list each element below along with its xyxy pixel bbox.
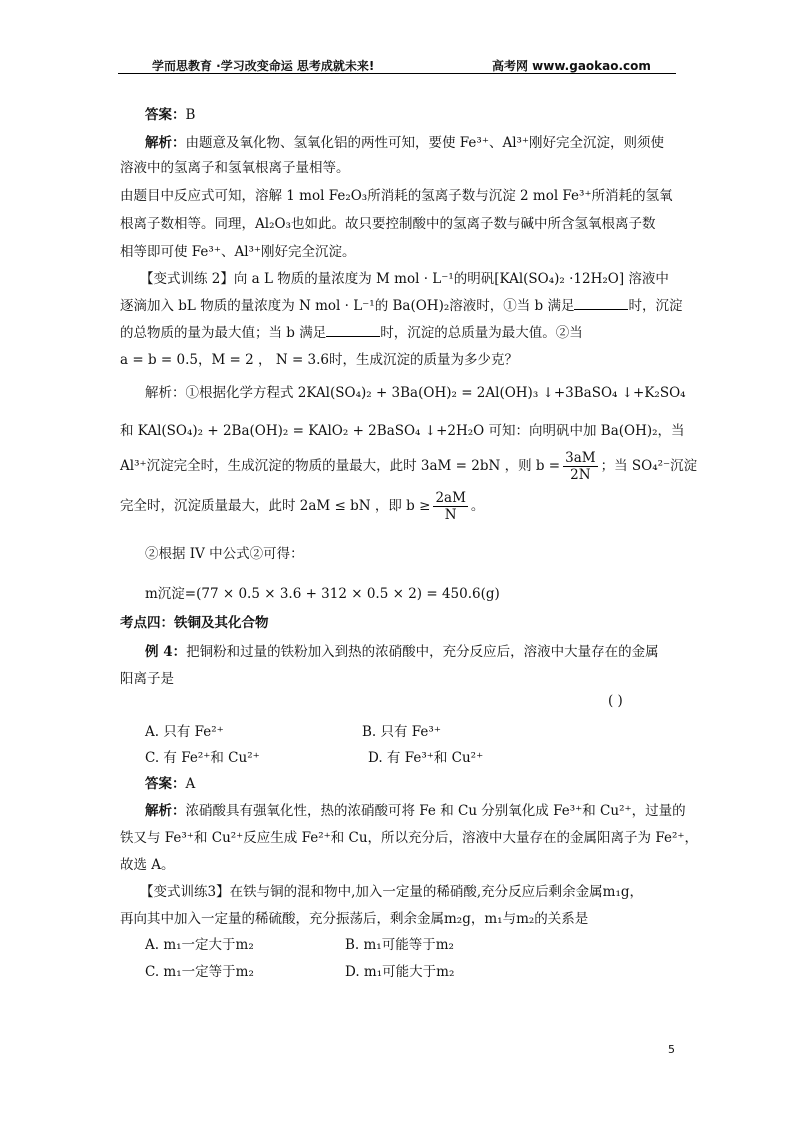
solution-line-3-text-b: ；当 SO₄²⁻沉淀 — [600, 458, 698, 474]
example4-answer-line — [145, 772, 195, 792]
variant3-option-b: B. m₁可能等于m₂ — [345, 937, 454, 953]
example4-analysis-line-3: 故选 A。 — [120, 857, 175, 873]
example4-line-1 — [145, 640, 659, 660]
analysis-line-4: 根离子数相等。同理，Al₂O₃也如此。故只要控制酸中的氢离子数与碱中所含氢氧根离子数 — [120, 216, 656, 232]
option-a: A. 只有 Fe²⁺ — [145, 724, 224, 740]
variant3-option-c: C. m₁一定等于m₂ — [145, 964, 254, 980]
fraction-numerator: 2aM — [435, 490, 466, 506]
analysis-text: 浓硝酸具有强氧化性，热的浓硝酸可将 Fe 和 Cu 分别氧化成 Fe³⁺和 Cu²⁺，过量的 — [185, 803, 686, 819]
analysis-line-5: 相等即可使 Fe³⁺、Al³⁺刚好完全沉淀。 — [120, 244, 356, 260]
solution-line-6: m沉淀=(77 × 0.5 × 3.6 + 312 × 0.5 × 2) = 450.6(g) — [145, 586, 500, 602]
variant2-line-2-end: 时，沉淀 — [628, 298, 683, 314]
analysis-text: 由题意及氧化物、氢氧化铝的两性可知，要使 Fe³⁺、Al³⁺刚好完全沉淀，则须使 — [185, 135, 665, 151]
answer-blank-2[interactable] — [326, 324, 380, 337]
header-rule — [118, 73, 676, 74]
answer-blank-1[interactable] — [574, 297, 628, 310]
solution-line-5: ②根据 IV 中公式②可得： — [145, 546, 304, 562]
fraction-3am-2n — [563, 450, 597, 483]
example4-line-2: 阳离子是 — [120, 671, 174, 687]
variant2-line-1: 【变式训练 2】向 a L 物质的量浓度为 M mol · L⁻¹的明矾[KAl(SO₄)₂ ·12H₂O] 溶液中 — [140, 271, 669, 287]
variant2-line-3-text-b: 时，沉淀的总质量为最大值。②当 — [380, 325, 583, 341]
variant3-option-d: D. m₁可能大于m₂ — [345, 964, 455, 980]
example4-analysis-line-2: 铁又与 Fe³⁺和 Cu²⁺反应生成 Fe²⁺和 Cu，所以充分后，溶液中大量存在的金属阳离子为 Fe²⁺， — [120, 830, 699, 846]
answer-parentheses: ( ) — [608, 693, 623, 709]
header-left-text: 学而思教育 ·学习改变命运 思考成就未来! — [152, 59, 375, 73]
solution-line-3 — [120, 450, 697, 483]
answer-label: 答案： — [145, 776, 186, 792]
analysis-line-3: 由题目中反应式可知，溶解 1 mol Fe₂O₃所消耗的氢离子数与沉淀 2 mol Fe³⁺所消耗的氢氧 — [120, 188, 673, 204]
answer-value: B — [185, 107, 196, 123]
answer-line — [145, 103, 195, 123]
option-d: D. 有 Fe³⁺和 Cu²⁺ — [368, 750, 484, 766]
analysis-line-1 — [145, 131, 664, 151]
variant2-line-2-text: 逐滴加入 bL 物质的量浓度为 N mol · L⁻¹的 Ba(OH)₂溶液时，①当 b 满足 — [120, 298, 575, 314]
solution-line-3-text-a: Al³⁺沉淀完全时，生成沉淀的物质的量最大，此时 3aM = 2bN ，则 b = — [120, 458, 561, 474]
section-title: 考点四：铁铜及其化合物 — [120, 615, 269, 631]
analysis-line-2: 溶液中的氢离子和氢氧根离子量相等。 — [120, 160, 350, 176]
solution-line-2: 和 KAl(SO₄)₂ + 2Ba(OH)₂ = KAlO₂ + 2BaSO₄ ↓+2H₂O 可知：向明矾中加 Ba(OH)₂，当 — [120, 423, 685, 439]
option-c: C. 有 Fe²⁺和 Cu²⁺ — [145, 750, 260, 766]
solution-line-1: 解析：①根据化学方程式 2KAl(SO₄)₂ + 3Ba(OH)₂ = 2Al(OH)₃ ↓+3BaSO₄ ↓+K₂SO₄ — [145, 385, 686, 401]
fraction-numerator: 3aM — [565, 450, 596, 466]
solution-line-4 — [120, 490, 484, 523]
variant3-line-2: 再向其中加入一定量的稀硫酸，充分振荡后，剩余金属m₂g，m₁与m₂的关系是 — [120, 911, 589, 927]
variant2-line-2 — [120, 294, 682, 314]
variant3-line-1: 【变式训练3】在铁与铜的混和物中,加入一定量的稀硝酸,充分反应后剩余金属m₁g， — [140, 884, 644, 900]
variant2-line-3 — [120, 321, 583, 341]
header-right-text: 高考网 www.gaokao.com — [492, 59, 651, 73]
analysis-label: 解析： — [145, 135, 186, 151]
fraction-denominator: N — [444, 507, 457, 523]
solution-line-4-text-a: 完全时，沉淀质量最大，此时 2aM ≤ bN ，即 b ≥ — [120, 498, 431, 514]
variant2-line-4: a = b = 0.5，M = 2 ， N = 3.6时，生成沉淀的质量为多少克？ — [120, 352, 519, 368]
variant3-option-a: A. m₁一定大于m₂ — [145, 937, 254, 953]
example4-analysis-line-1 — [145, 799, 686, 819]
solution-line-4-text-b: 。 — [470, 498, 485, 514]
answer-label: 答案： — [145, 107, 186, 123]
fraction-denominator: 2N — [570, 467, 591, 483]
example4-label: 例 4： — [145, 644, 187, 660]
page-number: 5 — [668, 1043, 675, 1056]
example4-text: 把铜粉和过量的铁粉加入到热的浓硝酸中，充分反应后，溶液中大量存在的金属 — [186, 644, 659, 660]
analysis-label: 解析： — [145, 803, 186, 819]
option-b: B. 只有 Fe³⁺ — [362, 724, 441, 740]
fraction-2am-n — [433, 490, 467, 523]
variant2-line-3-text-a: 的总物质的量为最大值；当 b 满足 — [120, 325, 327, 341]
answer-value: A — [185, 776, 196, 792]
